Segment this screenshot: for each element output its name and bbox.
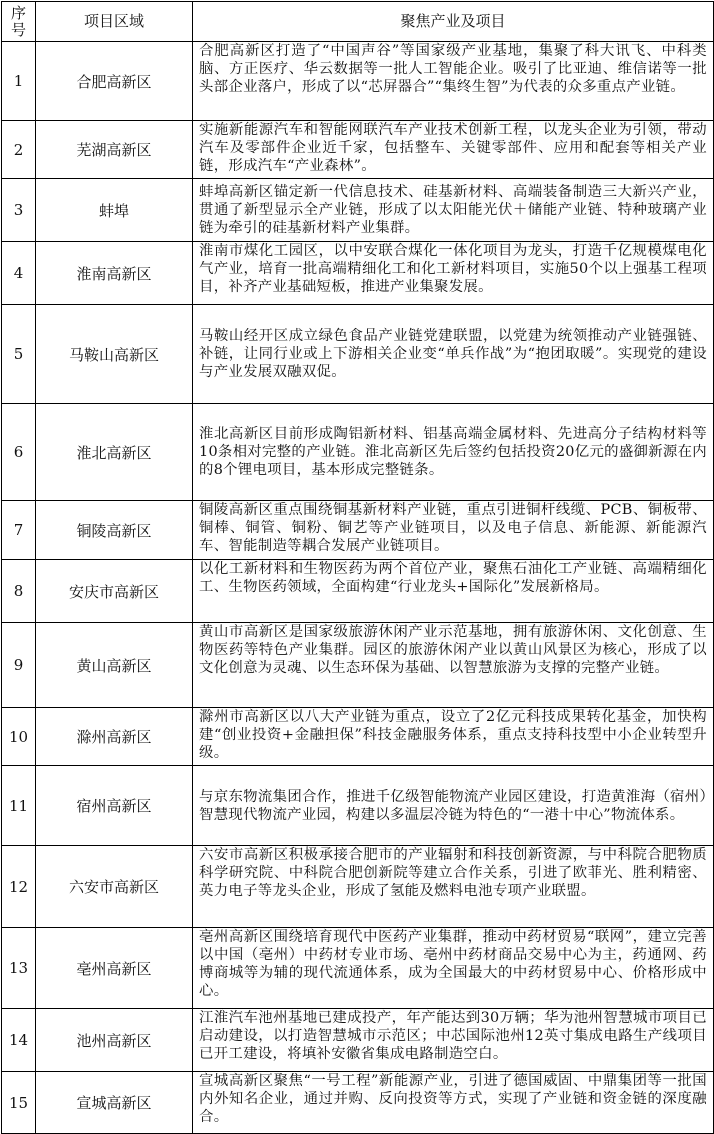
row-description: 马鞍山经开区成立绿色食品产业链党建联盟，以党建为统领推动产业链强链、补链，让同行业或上下游相关企业变“单兵作战”为“抱团取暖”。实现党的建设与产业发展双融双促。 — [193, 305, 714, 404]
header-focus: 聚焦产业及项目 — [193, 2, 714, 42]
row-area: 亳州高新区 — [36, 928, 193, 1009]
row-number: 8 — [2, 560, 36, 623]
table-row — [2, 846, 714, 928]
row-area: 黄山高新区 — [36, 623, 193, 708]
table-row — [2, 623, 714, 708]
row-description: 蚌埠高新区锚定新一代信息技术、硅基新材料、高端装备制造三大新兴产业，贯通了新型显示全产业链，形成了以太阳能光伏＋储能产业链、特种玻璃产业链为牵引的硅基新材料产业集群。 — [193, 179, 714, 242]
row-number: 15 — [2, 1072, 36, 1134]
row-description: 宣城高新区聚焦“一号工程”新能源产业，引进了德国威固、中鼎集团等一批国内外知名企业，通过并购、反向投资等方式，实现了产业链和资金链的深度融合。 — [193, 1072, 714, 1134]
row-description: 以化工新材料和生物医药为两个首位产业，聚焦石油化工产业链、高端精细化工、生物医药领域，全面构建“行业龙头+国际化”发展新格局。 — [193, 560, 714, 623]
row-description: 淮南市煤化工园区，以中安联合煤化一体化项目为龙头，打造千亿规模煤电化气产业，培育一批高端精细化工和化工新材料项目，实施50个以上强基工程项目，补齐产业基础短板，推进产业集聚发展。 — [193, 242, 714, 305]
row-area: 铜陵高新区 — [36, 501, 193, 560]
row-number: 6 — [2, 404, 36, 501]
row-number: 14 — [2, 1009, 36, 1072]
header-seq: 序号 — [2, 2, 36, 42]
row-description: 铜陵高新区重点围绕铜基新材料产业链，重点引进铜杆线缆、PCB、铜板带、铜棒、铜管、铜粉、铜艺等产业链项目，以及电子信息、新能源、新能源汽车、智能制造等耦合发展产业链项目。 — [193, 501, 714, 560]
row-description: 实施新能源汽车和智能网联汽车产业技术创新工程，以龙头企业为引领，带动汽车及零部件企业近千家，包括整车、关键零部件、应用和配套等相关产业链，形成汽车“产业森林”。 — [193, 121, 714, 179]
row-area: 淮南高新区 — [36, 242, 193, 305]
row-description: 黄山市高新区是国家级旅游休闲产业示范基地，拥有旅游休闲、文化创意、生物医药等特色产业集群。园区的旅游休闲产业以黄山风景区为核心，形成了以文化创意为灵魂、以生态环保为基础、以智慧旅游为支撑的完整产业链。 — [193, 623, 714, 708]
table-row — [2, 404, 714, 501]
row-number: 9 — [2, 623, 36, 708]
industry-table — [1, 1, 714, 1134]
table-row — [2, 708, 714, 766]
row-description: 六安市高新区积极承接合肥市的产业辐射和科技创新资源，与中科院合肥物质科学研究院、中科院合肥创新院等建立合作关系，引进了欧菲光、胜利精密、英力电子等龙头企业，形成了氢能及燃料电池专项产业联盟。 — [193, 846, 714, 928]
row-area: 宿州高新区 — [36, 766, 193, 846]
header-area: 项目区域 — [36, 2, 193, 42]
row-number: 10 — [2, 708, 36, 766]
row-area: 滁州高新区 — [36, 708, 193, 766]
table-row — [2, 179, 714, 242]
table-row — [2, 305, 714, 404]
row-number: 12 — [2, 846, 36, 928]
row-number: 7 — [2, 501, 36, 560]
row-number: 1 — [2, 42, 36, 121]
table-row — [2, 501, 714, 560]
table-row — [2, 766, 714, 846]
row-area: 宣城高新区 — [36, 1072, 193, 1134]
table-row — [2, 1072, 714, 1134]
table-row — [2, 928, 714, 1009]
row-description: 亳州高新区围绕培育现代中医药产业集群，推动中药材贸易“联网”，建立完善以中国（亳州）中药材专业市场、亳州中药材商品交易中心为主，药通网、药博商城等为辅的现代流通体系，成为全国最大的中药材贸易中心、价格形成中心。 — [193, 928, 714, 1009]
row-area: 芜湖高新区 — [36, 121, 193, 179]
row-description: 滁州市高新区以八大产业链为重点，设立了2亿元科技成果转化基金，加快构建“创业投资+金融担保”科技金融服务体系，重点支持科技型中小企业转型升级。 — [193, 708, 714, 766]
row-number: 4 — [2, 242, 36, 305]
row-description: 淮北高新区目前形成陶铝新材料、铝基高端金属材料、先进高分子结构材料等10条相对完整的产业链。淮北高新区先后签约包括投资20亿元的盛御新源在内的8个锂电项目，基本形成完整链条。 — [193, 404, 714, 501]
row-description: 合肥高新区打造了“中国声谷”等国家级产业基地，集聚了科大讯飞、中科类脑、方正医疗、华云数据等一批人工智能企业。吸引了比亚迪、维信诺等一批头部企业落户，形成了以“芯屏器合”“集终生智”为代表的众多重点产业链。 — [193, 42, 714, 121]
row-area: 池州高新区 — [36, 1009, 193, 1072]
table-header-row — [2, 2, 714, 42]
row-area: 淮北高新区 — [36, 404, 193, 501]
row-number: 3 — [2, 179, 36, 242]
row-area: 安庆市高新区 — [36, 560, 193, 623]
table-row — [2, 560, 714, 623]
row-description: 与京东物流集团合作，推进千亿级智能物流产业园区建设，打造黄淮海（宿州）智慧现代物流产业园，构建以多温层冷链为特色的“一港十中心”物流体系。 — [193, 766, 714, 846]
table-row — [2, 121, 714, 179]
row-number: 11 — [2, 766, 36, 846]
row-number: 2 — [2, 121, 36, 179]
row-number: 13 — [2, 928, 36, 1009]
table-row — [2, 42, 714, 121]
row-area: 六安市高新区 — [36, 846, 193, 928]
row-area: 合肥高新区 — [36, 42, 193, 121]
row-area: 蚌埠 — [36, 179, 193, 242]
row-number: 5 — [2, 305, 36, 404]
row-description: 江淮汽车池州基地已建成投产，年产能达到30万辆；华为池州智慧城市项目已启动建设，以打造智慧城市示范区；中芯国际池州12英寸集成电路生产线项目已开工建设，将填补安徽省集成电路制造空白。 — [193, 1009, 714, 1072]
table-row — [2, 242, 714, 305]
table-row — [2, 1009, 714, 1072]
row-area: 马鞍山高新区 — [36, 305, 193, 404]
